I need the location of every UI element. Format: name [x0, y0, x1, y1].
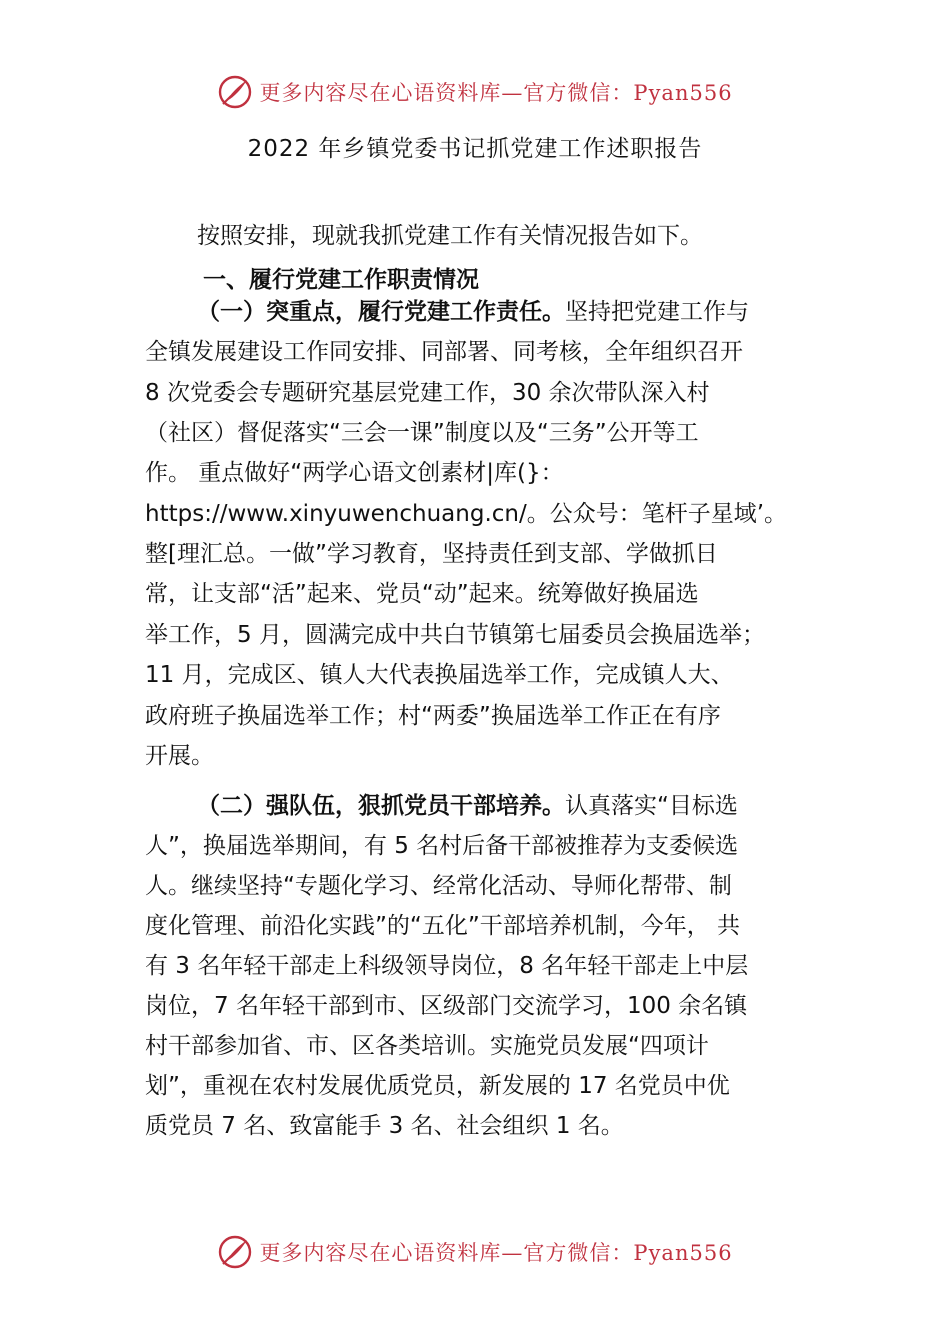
paragraph-lead: （二）强队伍，狠抓党员干部培养。 — [197, 793, 565, 819]
paragraph-line: 开展。 — [145, 743, 214, 769]
header-banner — [0, 74, 950, 110]
footer-banner-text: 更多内容尽在心语资料库—官方微信：Pyan556 — [259, 1241, 733, 1265]
feather-quill-icon — [217, 1234, 253, 1270]
paragraph-line: 整[理汇总。一做”学习教育，坚持责任到支部、学做抓日 — [145, 541, 718, 567]
page-title: 2022 年乡镇党委书记抓党建工作述职报告 — [247, 136, 703, 162]
intro-paragraph: 按照安排，现就我抓党建工作有关情况报告如下。 — [197, 223, 703, 249]
paragraph-line: 8 次党委会专题研究基层党建工作，30 余次带队深入村 — [145, 380, 710, 406]
section-heading: 一、履行党建工作职责情况 — [203, 267, 479, 293]
paragraph-line: 全镇发展建设工作同安排、同部署、同考核，全年组织召开 — [145, 339, 743, 365]
paragraph-line: 村干部参加省、市、区各类培训。实施党员发展“四项计 — [145, 1033, 709, 1059]
paragraph-text: 坚持把党建工作与 — [565, 299, 749, 325]
paragraph-line: 质党员 7 名、致富能手 3 名、社会组织 1 名。 — [145, 1113, 624, 1139]
paragraph-line: 政府班子换届选举工作；村“两委”换届选举工作正在有序 — [145, 703, 721, 729]
paragraph-line: （社区）督促落实“三会一课”制度以及“三务”公开等工 — [145, 420, 699, 446]
paragraph-line: 岗位，7 名年轻干部到市、区级部门交流学习，100 余名镇 — [145, 993, 748, 1019]
paragraph-line: 常，让支部“活”起来、党员“动”起来。统筹做好换届选 — [145, 581, 699, 607]
paragraph-text: 认真落实“目标选 — [565, 793, 738, 819]
header-banner-text: 更多内容尽在心语资料库—官方微信：Pyan556 — [259, 81, 733, 105]
paragraph-line: 人”，换届选举期间，有 5 名村后备干部被推荐为支委候选 — [145, 833, 739, 859]
paragraph-line: 作。 重点做好“两学心语文创素材|库(}： — [145, 460, 564, 486]
paragraph-line: 有 3 名年轻干部走上科级领导岗位，8 名年轻干部走上中层 — [145, 953, 749, 979]
footer-banner — [0, 1234, 950, 1270]
paragraph-line: 人。继续坚持“专题化学习、经常化活动、导师化帮带、制 — [145, 873, 732, 899]
feather-quill-icon — [217, 74, 253, 110]
paragraph-lead: （一）突重点，履行党建工作责任。 — [197, 299, 565, 325]
paragraph-line: 举工作，5 月，圆满完成中共白节镇第七届委员会换届选举； — [145, 622, 765, 648]
paragraph-line: 划”，重视在农村发展优质党员，新发展的 17 名党员中优 — [145, 1073, 730, 1099]
paragraph-line: 11 月，完成区、镇人大代表换届选举工作，完成镇人大、 — [145, 662, 734, 688]
paragraph-line — [197, 786, 738, 826]
paragraph-line — [197, 292, 749, 332]
paragraph-line: 度化管理、前沿化实践”的“五化”干部培养机制，今年， 共 — [145, 913, 741, 939]
paragraph-line: https://www.xinyuwenchuang.cn/。公众号：笔杆子星域’。 — [145, 501, 788, 527]
